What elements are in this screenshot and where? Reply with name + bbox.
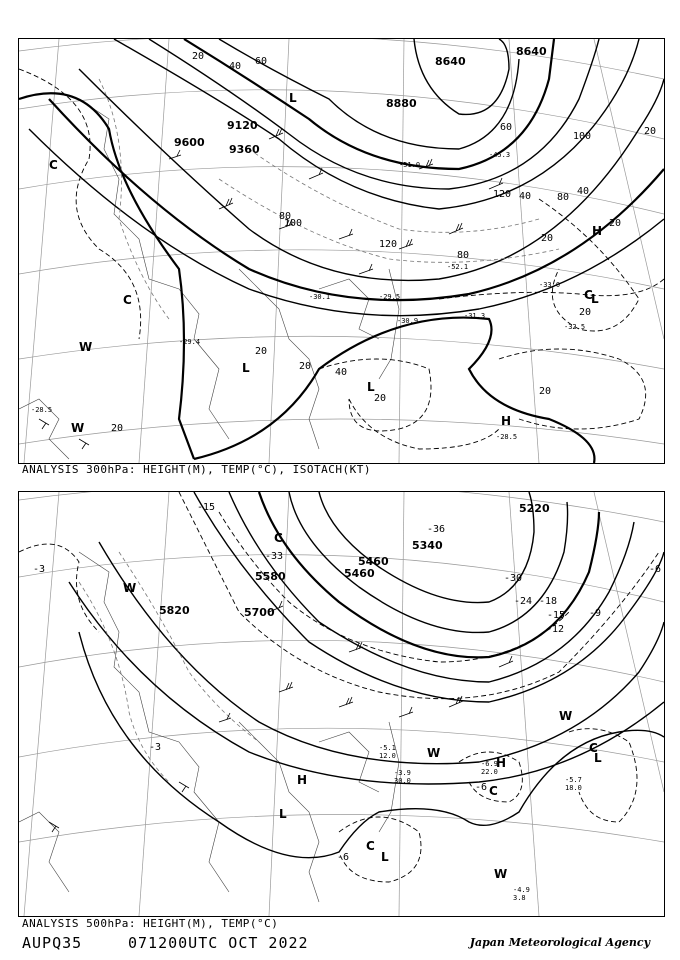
isotach-label: 40 [577, 186, 590, 197]
temp-label: -5.1 [379, 744, 396, 752]
height-label: 9360 [229, 143, 260, 156]
isotherm-label: -36 [427, 524, 446, 535]
temp-label: 12.0 [379, 752, 396, 760]
warm-marker: W [427, 746, 441, 760]
isotach-label: 20 [374, 393, 387, 404]
isotach-label: 80 [279, 211, 292, 222]
isotherms-300 [19, 69, 664, 449]
isotach-label: 40 [335, 367, 348, 378]
temp-label: -52.1 [447, 263, 469, 271]
isotach-label: 20 [299, 361, 312, 372]
coastlines [19, 99, 399, 459]
isotach-label: 20 [644, 126, 657, 137]
temp-label: -5.7 [565, 776, 582, 784]
product-code: AUPQ35 [22, 934, 83, 952]
isotach-label: 20 [579, 307, 592, 318]
isotach-label: 40 [519, 191, 532, 202]
height-label: 9600 [174, 136, 205, 149]
temp-label: 18.0 [565, 784, 582, 792]
high-marker: H [297, 773, 308, 787]
temp-label: 22.0 [481, 768, 498, 776]
low-marker: L [591, 292, 599, 306]
height-label: 8880 [386, 97, 417, 110]
temp-label: -30.9 [397, 317, 419, 325]
warm-marker: W [494, 867, 508, 881]
low-marker: L [594, 751, 602, 765]
cold-marker: C [589, 741, 598, 755]
high-marker: H [496, 756, 507, 770]
isotherm-label: -15 [197, 502, 216, 513]
agency-name: Japan Meteorological Agency [469, 936, 650, 949]
high-marker: H [592, 224, 603, 238]
isotach-label: 80 [457, 250, 470, 261]
cold-marker: C [584, 288, 593, 302]
warm-marker: W [123, 581, 137, 595]
cold-marker: C [366, 839, 375, 853]
isotherm-label: -15 [547, 610, 566, 621]
isotach-label: 60 [500, 122, 513, 133]
temp-label: 3.8 [513, 894, 526, 902]
isotherm-label: -12 [546, 624, 565, 635]
isotach-label: 20 [539, 386, 552, 397]
temp-label: -45.3 [489, 151, 511, 159]
temp-label: 30.0 [394, 777, 411, 785]
temp-label: -33.0 [539, 281, 561, 289]
isotherm-label: -3 [33, 564, 46, 575]
graticule [19, 39, 664, 463]
temp-label: -31.3 [464, 312, 486, 320]
isotach-label: 100 [284, 218, 303, 229]
isotherm-label: -30 [504, 573, 523, 584]
cold-marker: C [274, 531, 283, 545]
height-label: 5220 [519, 502, 550, 515]
low-marker: L [367, 380, 375, 394]
warm-marker: W [559, 709, 573, 723]
temp-label: -28.5 [31, 406, 53, 414]
low-marker: L [289, 91, 297, 105]
height-label: 5460 [344, 567, 375, 580]
isotach-label: 60 [255, 56, 268, 67]
low-marker: L [279, 807, 287, 821]
isotherm-label: -6 [475, 782, 488, 793]
temp-label: -30.1 [309, 293, 331, 301]
analysis-time: 071200UTC OCT 2022 [128, 934, 309, 952]
height-contours-500 [69, 492, 664, 858]
height-label: 5820 [159, 604, 190, 617]
temp-label: -6.9 [481, 760, 498, 768]
temp-label: -4.9 [513, 886, 530, 894]
chart-500hpa [18, 491, 665, 917]
isotach-label: 120 [493, 189, 512, 200]
isotach-label: 80 [557, 192, 570, 203]
height-label: 5580 [255, 570, 286, 583]
temp-label: -29.5 [379, 293, 401, 301]
isotherm-label: -9 [589, 608, 602, 619]
caption-300hpa: ANALYSIS 300hPa: HEIGHT(M), TEMP(°C), ISOTACH(KT) [22, 463, 372, 476]
cold-marker: C [123, 293, 132, 307]
isotach-outline [19, 93, 594, 463]
height-label: 5700 [244, 606, 275, 619]
isotach-label: 20 [192, 51, 205, 62]
isotach-label: 100 [573, 131, 592, 142]
height-label: 8640 [516, 45, 547, 58]
isotach-label: 20 [609, 218, 622, 229]
high-marker: H [501, 414, 512, 428]
temp-label: -32.5 [564, 323, 586, 331]
low-marker: L [381, 850, 389, 864]
low-marker: L [242, 361, 250, 375]
temp-label: -3.9 [394, 769, 411, 777]
isotherm-label: -6 [337, 852, 350, 863]
isotach-label: 20 [255, 346, 268, 357]
map-500hpa [19, 492, 664, 916]
temp-label: -28.5 [496, 433, 518, 441]
height-label: 8640 [435, 55, 466, 68]
height-label: 9120 [227, 119, 258, 132]
temp-label: -51.0 [399, 161, 421, 169]
cold-marker: C [49, 158, 58, 172]
isotach-label: 20 [541, 233, 554, 244]
height-label: 5340 [412, 539, 443, 552]
isotherm-label: -6 [649, 564, 662, 575]
isotach-label: 40 [229, 61, 242, 72]
height-label: 5460 [358, 555, 389, 568]
isotherm-label: -33 [265, 551, 284, 562]
chart-300hpa [18, 38, 665, 464]
isotherm-label: -24 [514, 596, 533, 607]
isotherm-label: -3 [149, 742, 162, 753]
isotherms-500 [19, 492, 662, 882]
caption-500hpa: ANALYSIS 500hPa: HEIGHT(M), TEMP(°C) [22, 917, 279, 930]
isotherm-label: -18 [539, 596, 558, 607]
map-300hpa [19, 39, 664, 463]
isotach-label: 120 [379, 239, 398, 250]
warm-marker: W [79, 340, 93, 354]
warm-marker: W [71, 421, 85, 435]
cold-marker: C [489, 784, 498, 798]
isotach-label: 20 [111, 423, 124, 434]
temp-label: -29.4 [179, 338, 201, 346]
